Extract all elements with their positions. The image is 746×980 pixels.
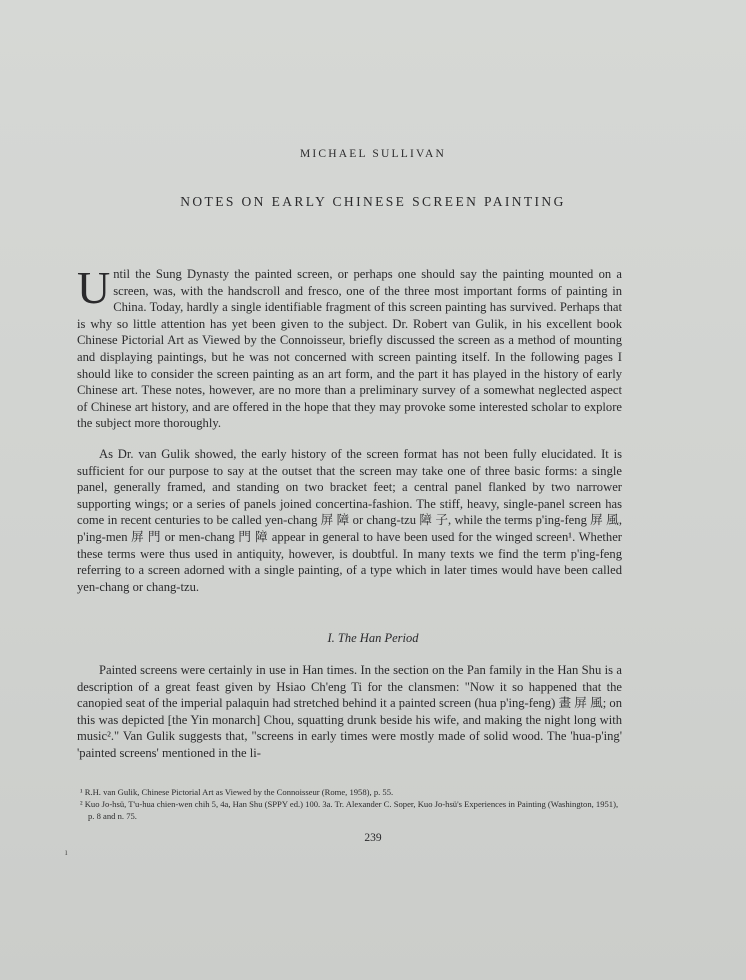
footnotes: [80, 786, 625, 822]
footnote-1: ¹ R.H. van Gulik, Chinese Pictorial Art as Viewed by the Connoisseur (Rome, 1958), p. 55.: [80, 787, 394, 797]
paragraph-screen-forms: [77, 446, 622, 595]
paragraph-intro-text: ntil the Sung Dynasty the painted screen, or perhaps one should say the painting mounted on a screen, was, with the handscroll and fresco, one of the three most important forms of painting in China. Today, hardly a single identifiable fragment of this screen painting has survived. Perhaps that is why so little attention has yet been given to the subject. Dr. Robert van Gulik, in his excellent book Chinese Pictorial Art as Viewed by the Connoisseur, briefly discussed the screen as a method of mounting and displaying paintings, but he was not concerned with screen painting itself. In the following pages I should like to consider the screen painting as an art form, and the part it has played in the history of early Chinese art. These notes, however, are no more than a preliminary survey of a somewhat neglected aspect of Chinese art history, and are offered in the hope that they may provoke some interested scholar to explore the subject more thoroughly.: [77, 267, 622, 431]
drop-cap: U: [77, 262, 111, 313]
paragraph-intro: [77, 262, 622, 432]
paragraph-han: [77, 662, 622, 762]
article-title: NOTES ON EARLY CHINESE SCREEN PAINTING: [180, 194, 566, 209]
footnote-2: ² Kuo Jo-hsü, T'u-hua chien-wen chih 5, 4a, Han Shu (SPPY ed.) 100. 3a. Tr. Alexander C. Soper, Kuo Jo-hsü's Experiences in Painting (Washington, 1951), p. 8 and n. 75.: [80, 799, 619, 821]
paragraph-screen-forms-text: As Dr. van Gulik showed, the early history of the screen format has not been fully elucidated. It is sufficient for our purpose to say at the outset that the screen may take one of three basic forms: a single panel, generally framed, and standing on two bracket feet; a central panel flanked by two narrower supporting wings; or a series of panels joined concertina-fashion. The stiff, heavy, single-panel screen has come in recent centuries to be called yen-chang 屏 障 or chang-tzu 障 子, while the terms p'ing-feng 屏 風, p'ing-men 屏 門 or men-chang 門 障 appear in general to have been used for the winged screen¹. Whether these terms were thus used in antiquity, however, is doubtful. In many texts we find the term p'ing-feng referring to a screen adorned with a single painting, of a type which in later times would have been called yen-chang or chang-tzu.: [77, 447, 622, 594]
author-name: MICHAEL SULLIVAN: [299, 148, 447, 160]
page-number: 239: [364, 832, 382, 844]
paragraph-han-text: Painted screens were certainly in use in Han times. In the section on the Pan family in the Han Shu is a description of a great feast given by Hsiao Ch'eng Ti for the clansmen: "Now it so happened that the canopied seat of the imperial palaquin had stretched behind it a painted screen (hua p'ing-feng) 畫 屏 風; on this was depicted [the Yin monarch] Chou, squatting drunk beside his wife, and making the night long with music²." Van Gulik suggests that, "screens in early times were mostly made of solid wood. The 'hua-p'ing' 'painted screens' mentioned in the li-: [77, 663, 622, 760]
section-heading: I. The Han Period: [327, 631, 419, 645]
margin-mark: ı: [65, 847, 68, 857]
